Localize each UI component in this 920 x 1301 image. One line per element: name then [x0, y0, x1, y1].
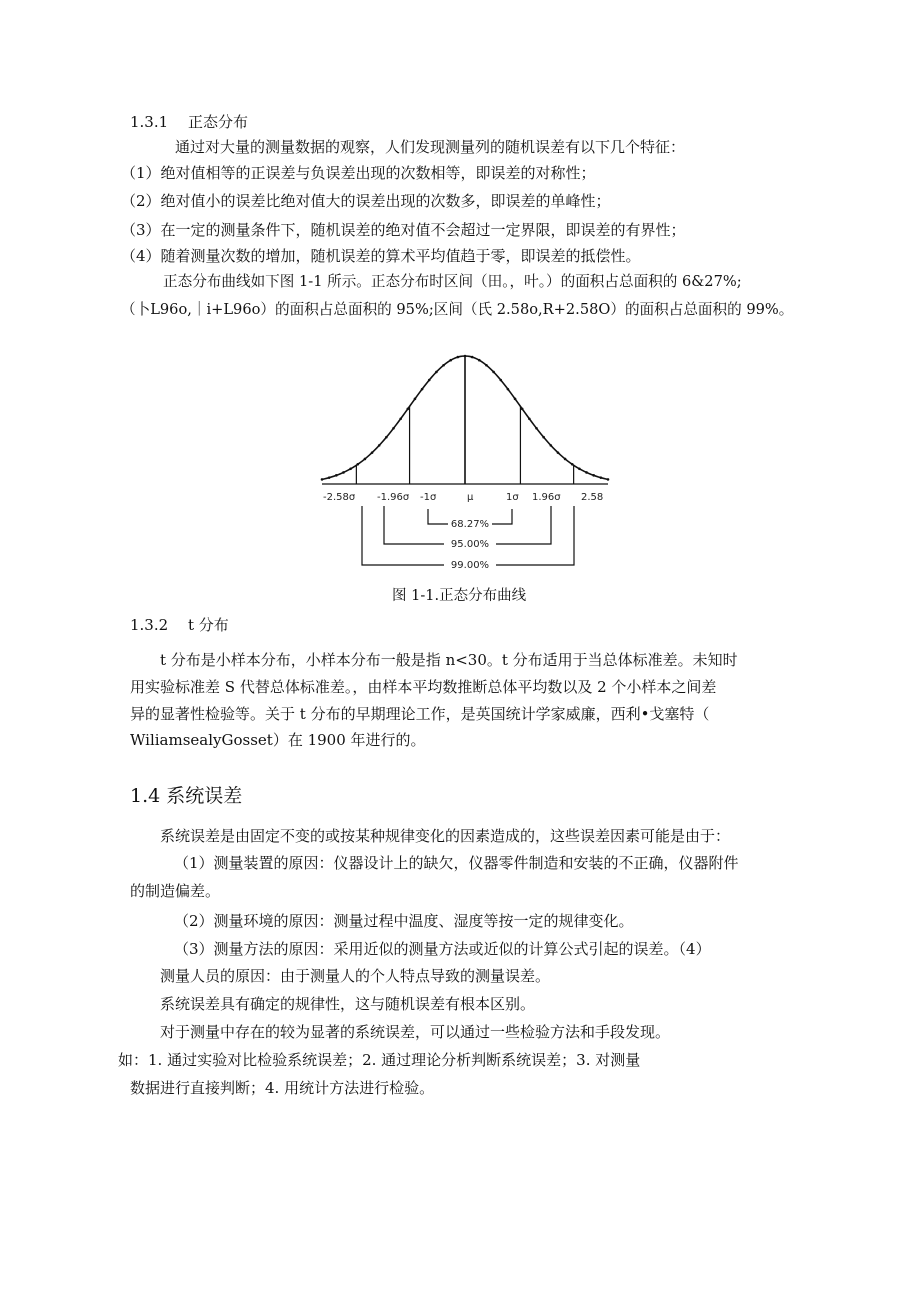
- section-title: t 分布: [188, 616, 229, 634]
- list-item: （1）测量装置的原因：仪器设计上的缺欠，仪器零件制造和安装的不正确，仪器附件: [174, 854, 739, 872]
- tick-label-neg-1: -1σ: [420, 492, 437, 503]
- curve-point: [507, 388, 510, 391]
- section-number: 1.3.2: [130, 616, 169, 634]
- curve-point: [349, 467, 352, 470]
- section-132-heading: [130, 615, 229, 635]
- curve-point: [478, 359, 481, 362]
- paragraph-curve-line1: 正态分布曲线如下图 1-1 所示。正态分布时区间（田。，叶。）的面积占总面积的 6&27%;: [163, 273, 742, 290]
- bracket-label-99: 99.00%: [450, 560, 490, 571]
- curve-point: [385, 436, 388, 439]
- curve-point: [328, 476, 331, 479]
- curve-point: [414, 398, 417, 401]
- curve-point: [557, 451, 560, 454]
- list-item-continuation: 的制造偏差。: [130, 882, 221, 900]
- curve-point: [435, 371, 438, 374]
- curve-point: [364, 458, 367, 461]
- figure-caption: 图 1-1.正态分布曲线: [392, 588, 527, 604]
- paragraph-detect: 对于测量中存在的较为显著的系统误差，可以通过一些检验方法和手段发现。: [160, 1023, 671, 1041]
- curve-point: [464, 355, 467, 358]
- section-14-heading: 1.4 系统误差: [130, 785, 243, 807]
- list-item: 测量人员的原因：由于测量人的个人特点导致的测量误差。: [160, 967, 551, 985]
- t-paragraph-line2: 用实验标准差 S 代替总体标准差。，由样本平均数推断总体平均数以及 2 个小样本之间差: [130, 678, 717, 696]
- curve-point: [535, 427, 538, 430]
- curve-point: [449, 359, 452, 362]
- curve-point: [564, 458, 567, 461]
- list-item: （2）绝对值小的误差比绝对值大的误差出现的次数多，即误差的单峰性；: [121, 192, 611, 210]
- paragraph-curve-line2: （卜L96o,｜i+L96o）的面积占总面积的 95%;区间（氏 2.58o,R+2.58O）的面积占总面积的 99%。: [121, 301, 794, 318]
- paragraph-methods-line2: 数据进行直接判断；4. 用统计方法进行检验。: [130, 1079, 435, 1097]
- t-paragraph-line4: WiliamsealyGosset）在 1900 年进行的。: [130, 731, 426, 749]
- list-item: （4）随着测量次数的增加，随机误差的算术平均值趋于零，即误差的抵偿性。: [121, 247, 641, 265]
- curve-point: [499, 379, 502, 382]
- curve-point: [600, 476, 603, 479]
- paragraph-intro: 通过对大量的测量数据的观察，人们发现测量列的随机误差有以下几个特征：: [175, 138, 686, 156]
- tick-label-neg-2.58: -2.58σ: [323, 492, 356, 503]
- tick-label-pos-2.58: 2.58: [581, 492, 604, 503]
- list-item: （3）测量方法的原因：采用近似的测量方法或近似的计算公式引起的误差。（4）: [174, 940, 711, 958]
- t-paragraph-line3: 异的显著性检验等。关于 t 分布的早期理论工作，是英国统计学家威廉，西利•戈塞特（: [130, 705, 710, 723]
- curve-point: [428, 379, 431, 382]
- curve-point: [492, 371, 495, 374]
- systematic-intro: 系统误差是由固定不变的或按某种规律变化的因素造成的，这些误差因素可能是由于：: [160, 827, 731, 845]
- list-item: （3）在一定的测量条件下，随机误差的绝对值不会超过一定界限，即误差的有界性；: [121, 221, 686, 239]
- curve-point: [585, 471, 588, 474]
- curve-point: [321, 478, 324, 481]
- curve-point: [485, 364, 488, 367]
- t-paragraph-line1: t 分布是小样本分布，小样本分布一般是指 n<30。t 分布适用于当总体标准差。未知时: [160, 651, 738, 669]
- tick-label-pos-1.96: 1.96σ: [532, 492, 561, 503]
- curve-point: [578, 467, 581, 470]
- paragraph-methods-line1: 如：1. 通过实验对比检验系统误差；2. 通过理论分析判断系统误差；3. 对测量: [118, 1051, 641, 1069]
- curve-point: [528, 417, 531, 420]
- curve-point: [356, 463, 359, 466]
- curve-point: [471, 356, 474, 359]
- section-number: 1.3.1: [130, 113, 169, 131]
- curve-point: [342, 471, 345, 474]
- curve-point: [442, 364, 445, 367]
- bracket-99: [362, 506, 574, 565]
- section-title: 正态分布: [188, 113, 249, 131]
- section-131-heading: [130, 112, 248, 132]
- curve-point: [335, 474, 338, 477]
- list-item: （2）测量环境的原因：测量过程中温度、湿度等按一定的规律变化。: [174, 912, 634, 930]
- bracket-label-68: 68.27%: [450, 519, 490, 530]
- tick-label-mu: μ: [467, 492, 474, 503]
- curve-point: [399, 417, 402, 420]
- curve-point: [407, 408, 410, 411]
- list-item: （1）绝对值相等的正误差与负误差出现的次数相等，即误差的对称性；: [121, 164, 596, 182]
- tick-label-neg-1.96: -1.96σ: [377, 492, 410, 503]
- curve-point: [371, 451, 374, 454]
- curve-point: [542, 436, 545, 439]
- tick-label-pos-1: 1σ: [506, 492, 519, 503]
- curve-point: [457, 356, 460, 359]
- curve-point: [550, 444, 553, 447]
- paragraph-rule: 系统误差具有确定的规律性，这与随机误差有根本区别。: [160, 995, 536, 1013]
- curve-point: [592, 474, 595, 477]
- curve-point: [571, 463, 574, 466]
- curve-point: [392, 427, 395, 430]
- curve-point: [521, 408, 524, 411]
- curve-point: [378, 444, 381, 447]
- curve-point: [421, 388, 424, 391]
- normal-distribution-figure: [318, 350, 618, 578]
- curve-point: [607, 478, 610, 481]
- bracket-label-95: 95.00%: [450, 539, 490, 550]
- curve-point: [514, 398, 517, 401]
